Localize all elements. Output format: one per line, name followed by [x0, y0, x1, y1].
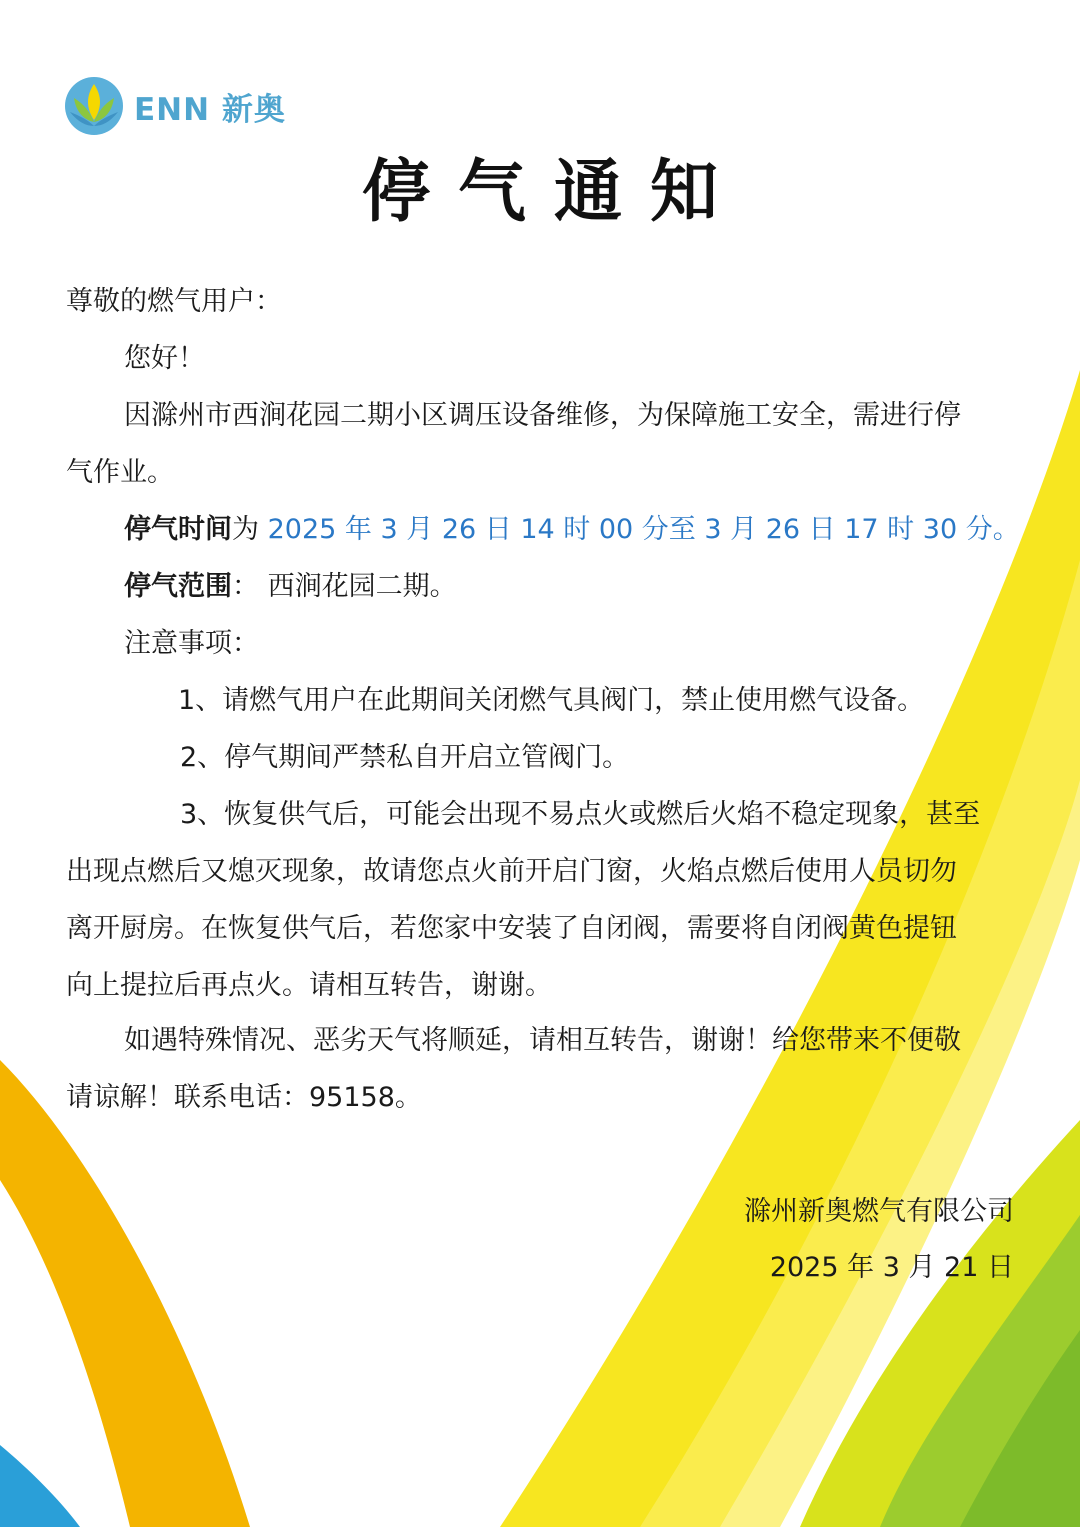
enn-logo: [64, 76, 286, 136]
outage-time-connector: 为: [232, 514, 268, 545]
signature-date: 2025 年 3 月 21 日: [769, 1252, 1014, 1283]
outage-scope: [124, 569, 457, 605]
intro-line-1: 因滁州市西涧花园二期小区调压设备维修，为保障施工安全，需进行停: [124, 400, 961, 431]
enn-lotus-logo-icon: [64, 76, 124, 136]
note-3-line-1: 3、恢复供气后，可能会出现不易点火或燃后火焰不稳定现象，甚至: [180, 799, 981, 830]
outage-scope-label: 停气范围: [124, 571, 232, 602]
outage-scope-value: ： 西涧花园二期。: [232, 571, 457, 602]
salutation: 尊敬的燃气用户：: [66, 286, 282, 317]
note-1: 1、请燃气用户在此期间关闭燃气具阀门，禁止使用燃气设备。: [178, 685, 925, 716]
note-3-line-2: 出现点燃后又熄灭现象，故请您点火前开启门窗，火焰点燃后使用人员切勿: [66, 856, 957, 887]
note-3-line-3: 离开厨房。在恢复供气后，若您家中安装了自闭阀，需要将自闭阀黄色提钮: [66, 913, 957, 944]
greeting: 您好！: [124, 343, 205, 374]
note-3-line-4: 向上提拉后再点火。请相互转告，谢谢。: [66, 970, 552, 1001]
outage-time-label: 停气时间: [124, 514, 232, 545]
logo-wordmark: ENN 新奥: [134, 91, 286, 128]
signature-company: 滁州新奥燃气有限公司: [744, 1196, 1014, 1227]
outage-time: [124, 512, 1020, 548]
closing-line-1: 如遇特殊情况、恶劣天气将顺延，请相互转告，谢谢！给您带来不便敬: [124, 1025, 961, 1056]
intro-line-2: 气作业。: [66, 457, 174, 488]
outage-time-value: 2025 年 3 月 26 日 14 时 00 分至 3 月 26 日 17 时 30 分。: [267, 514, 1020, 545]
notice-title: 停气通知: [361, 153, 746, 232]
note-2: 2、停气期间严禁私自开启立管阀门。: [180, 742, 630, 773]
closing-line-2: 请谅解！联系电话：95158。: [66, 1082, 422, 1113]
notes-heading: 注意事项：: [124, 628, 259, 659]
